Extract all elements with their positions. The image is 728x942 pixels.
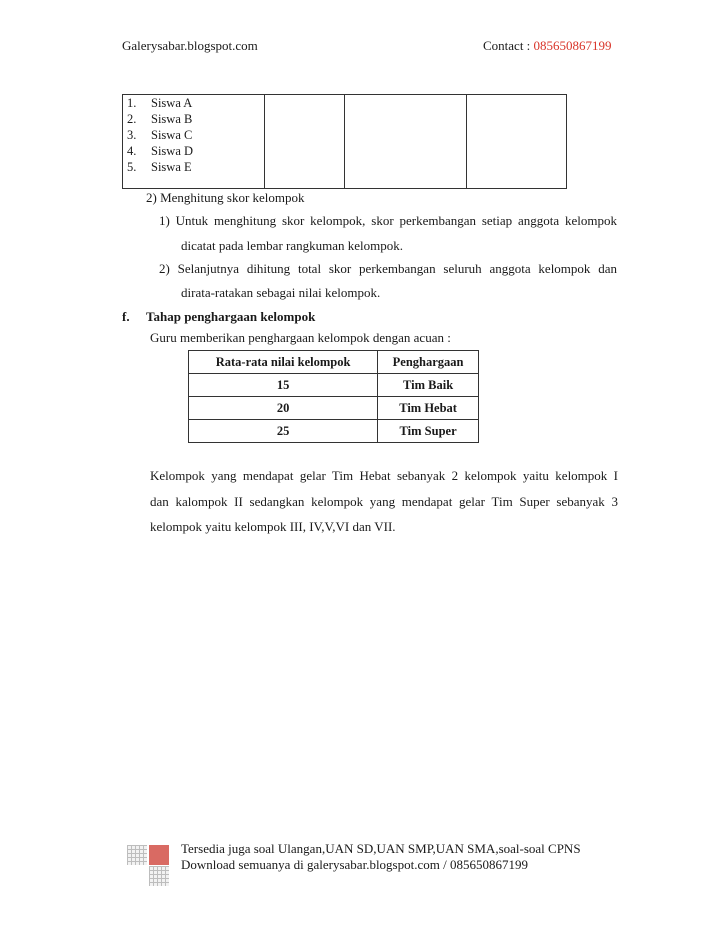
- award-cell: Tim Baik: [378, 374, 479, 397]
- table-row: 4. Siswa D: [127, 144, 194, 158]
- list-item: 2) Selanjutnya dihitung total skor perkembangan seluruh anggota kelompok dan: [159, 261, 617, 276]
- table-row: 1. Siswa A: [127, 96, 193, 110]
- award-cell: Tim Super: [378, 420, 479, 443]
- section-heading: 2) Menghitung skor kelompok: [146, 190, 305, 205]
- award-cell: Tim Hebat: [378, 397, 479, 420]
- column-header: Penghargaan: [378, 351, 479, 374]
- table-row: [189, 420, 479, 443]
- footer-line: Tersedia juga soal Ulangan,UAN SD,UAN SMP,UAN SMA,soal-soal CPNS: [181, 841, 581, 856]
- section-title: Tahap penghargaan kelompok: [146, 309, 316, 324]
- score-cell: 25: [189, 420, 378, 443]
- table-row: [189, 374, 479, 397]
- table-row: 2. Siswa B: [127, 112, 193, 126]
- list-item: 1) Untuk menghitung skor kelompok, skor perkembangan setiap anggota kelompok: [159, 213, 617, 228]
- score-cell: 20: [189, 397, 378, 420]
- contact-label: Contact :: [483, 38, 531, 53]
- table-divider: [264, 95, 265, 188]
- score-cell: 15: [189, 374, 378, 397]
- table-divider: [466, 95, 467, 188]
- table-divider: [344, 95, 345, 188]
- table-header-row: [189, 351, 479, 374]
- table-row: 5. Siswa E: [127, 160, 192, 174]
- table-row: [189, 397, 479, 420]
- contact-number: 085650867199: [533, 38, 612, 53]
- column-header: Rata-rata nilai kelompok: [189, 351, 378, 374]
- paragraph-line: dan kalompok II sedangkan kelompok yang mendapat gelar Tim Super sebanyak 3: [150, 494, 618, 509]
- list-item-continuation: dicatat pada lembar rangkuman kelompok.: [181, 238, 404, 253]
- student-roster-table: [122, 94, 567, 189]
- footer-line: Download semuanya di galerysabar.blogspot.com / 085650867199: [181, 857, 528, 872]
- site-name: Galerysabar.blogspot.com: [122, 38, 258, 53]
- section-intro: Guru memberikan penghargaan kelompok dengan acuan :: [150, 330, 451, 345]
- section-label: f.: [122, 309, 130, 324]
- list-item-continuation: dirata-ratakan sebagai nilai kelompok.: [181, 285, 381, 300]
- contact-info: [483, 38, 612, 54]
- table-row: 3. Siswa C: [127, 128, 193, 142]
- paragraph-line: Kelompok yang mendapat gelar Tim Hebat sebanyak 2 kelompok yaitu kelompok I: [150, 468, 618, 483]
- paragraph-line: kelompok yaitu kelompok III, IV,V,VI dan VII.: [150, 519, 396, 534]
- award-table: [188, 350, 479, 443]
